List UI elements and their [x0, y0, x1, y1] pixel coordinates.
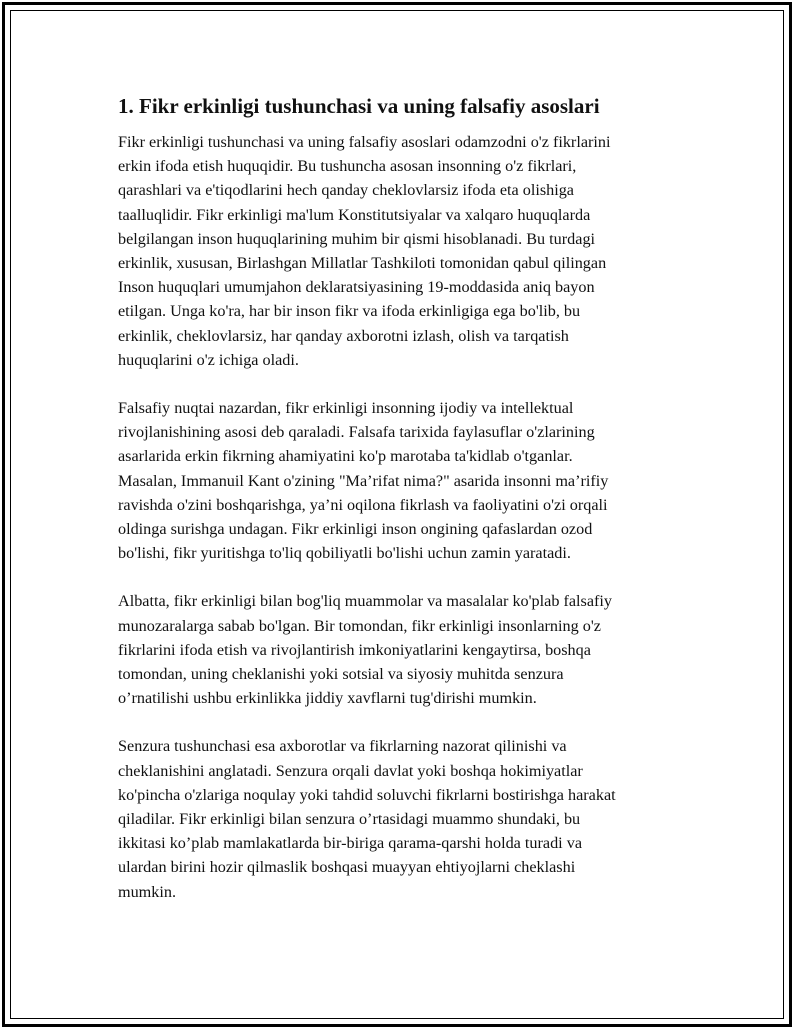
paragraph-4: Senzura tushunchasi esa axborotlar va fikrlarning nazorat qilinishi va cheklanishini anglatadi. Senzura orqali davlat yoki boshqa hokimiyatlar ko'pincha o'zlariga noqulay yoki tahdid soluvchi fikrlarni bostirishga harakat qiladilar. Fikr erkinligi bilan senzura o’rtasidagi muammo shundaki, bu ikkitasi ko’plab mamlakatlarda bir-biriga qarama-qarshi holda turadi va ulardan birini hozir qilmaslik boshqasi muayyan ehtiyojlarni cheklashi mumkin. — [118, 737, 616, 901]
section-heading: 1. Fikr erkinligi tushunchasi va uning falsafiy asoslari — [118, 94, 600, 118]
document-body — [118, 92, 698, 928]
paragraph-3: Albatta, fikr erkinligi bilan bog'liq muammolar va masalalar ko'plab falsafiy munozaralarga sabab bo'lgan. Bir tomondan, fikr erkinligi insonlarning o'z fikrlarini ifoda etish va rivojlantirish imkoniyatlarini kengaytirsa, boshqa tomondan, uning cheklanishi yoki sotsial va siyosiy muhitda senzura o’rnatilishi ushbu erkinlikka jiddiy xavflarni tug'dirishi mumkin. — [118, 592, 613, 708]
paragraph-2: Falsafiy nuqtai nazardan, fikr erkinligi insonning ijodiy va intellektual rivojlanishining asosi deb qaraladi. Falsafa tarixida faylasuflar o'zlarining asarlarida erkin fikrning ahamiyatini ko'p marotaba ta'kidlab o'tganlar. Masalan, Immanuil Kant o'zining "Ma’rifat nima?" asarida insonni ma’rifiy ravishda o'zini boshqarishga, ya’ni oqilona fikrlash va faoliyatini o'zi orqali oldinga surishga undagan. Fikr erkinligi inson ongining qafaslardan ozod bo'lishi, fikr yuritishga to'liq qobiliyatli bo'lishi uchun zamin yaratadi. — [118, 399, 609, 563]
paragraph-1: Fikr erkinligi tushunchasi va uning falsafiy asoslari odamzodni o'z fikrlarini erkin ifoda etish huquqidir. Bu tushuncha asosan insonning o'z fikrlari, qarashlari va e'tiqodlarini hech qanday cheklovlarsiz ifoda eta olishiga taalluqlidir. Fikr erkinligi ma'lum Konstitutsiyalar va xalqaro huquqlarda belgilangan inson huquqlarining muhim bir qismi hisoblanadi. Bu turdagi erkinlik, xususan, Birlashgan Millatlar Tashkiloti tomonidan qabul qilingan Inson huquqlari umumjahon deklaratsiyasining 19-moddasida aniq bayon etilgan. Unga ko'ra, har bir inson fikr va ifoda erkinligiga ega bo'lib, bu erkinlik, cheklovlarsiz, har qanday axborotni izlash, olish va tarqatish huquqlarini o'z ichiga oladi. — [118, 133, 611, 369]
